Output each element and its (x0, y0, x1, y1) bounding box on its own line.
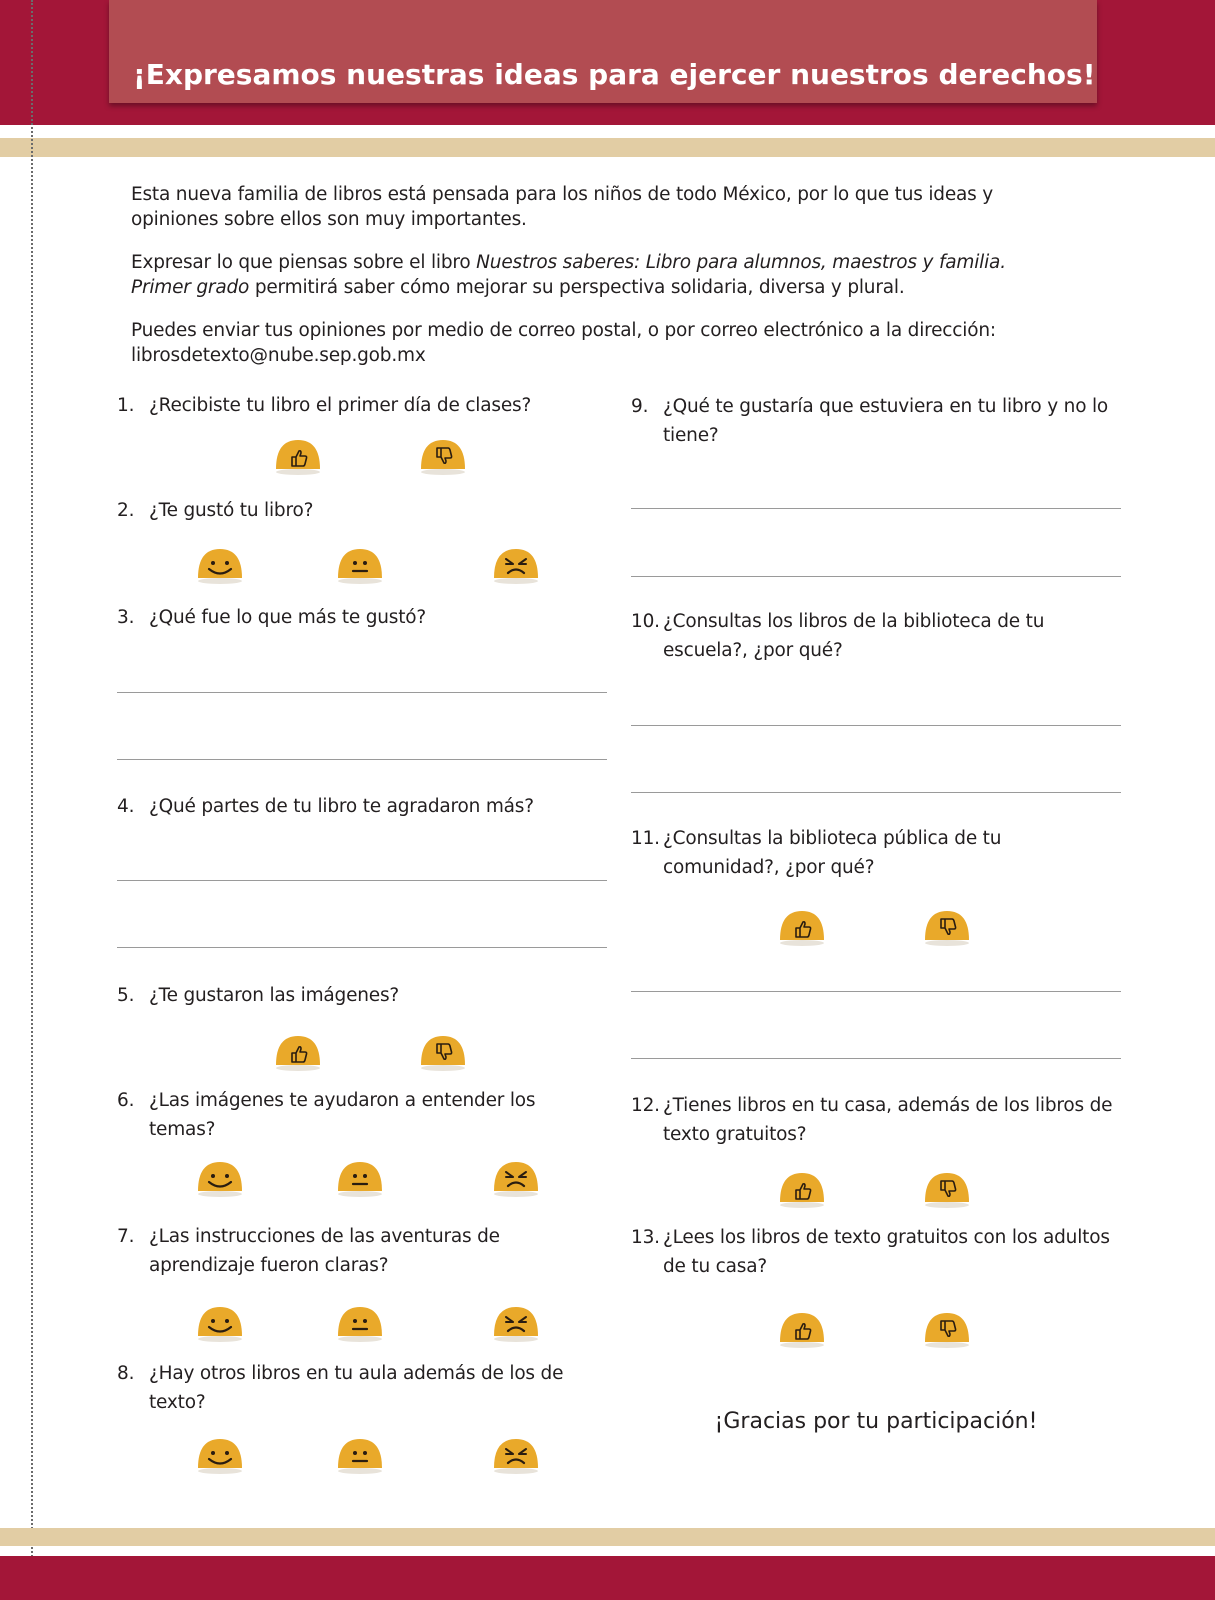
answer-line[interactable] (631, 576, 1121, 577)
answer-line[interactable] (631, 508, 1121, 509)
question-number: 10. (631, 611, 660, 632)
question-text: ¿Consultas la biblioteca pública de tu comunidad?, ¿por qué? (663, 828, 1002, 878)
question-number: 1. (117, 395, 135, 416)
question-number: 12. (631, 1095, 660, 1116)
question-text: ¿Las instrucciones de las aventuras de aprendizaje fueron claras? (149, 1226, 500, 1276)
answer-line[interactable] (117, 692, 607, 693)
happy-face-icon[interactable] (194, 1303, 246, 1343)
book-title: Nuestros saberes: Libro para alumnos, maestros y familia. Primer grado (131, 252, 1006, 298)
question-number: 13. (631, 1227, 660, 1248)
happy-face-icon[interactable] (194, 1435, 246, 1475)
question-text: ¿Qué partes de tu libro te agradaron más? (149, 796, 534, 817)
intro-p2-end: permitirá saber cómo mejorar su perspectiva solidaria, diversa y plural. (249, 277, 905, 298)
thumbs-down-face-icon[interactable] (921, 907, 973, 947)
happy-face-icon[interactable] (194, 545, 246, 585)
question-number: 4. (117, 796, 135, 817)
top-stripe (0, 138, 1215, 157)
thumbs-down-face-icon[interactable] (417, 1032, 469, 1072)
angry-face-icon[interactable] (490, 1435, 542, 1475)
thumbs-down-face-icon[interactable] (417, 436, 469, 476)
question-text: ¿Qué fue lo que más te gustó? (149, 607, 427, 628)
question-number: 9. (631, 396, 649, 417)
answer-line[interactable] (117, 880, 607, 881)
thumbs-up-face-icon[interactable] (776, 1309, 828, 1349)
neutral-face-icon[interactable] (334, 1303, 386, 1343)
neutral-face-icon[interactable] (334, 1158, 386, 1198)
question-text: ¿Hay otros libros en tu aula además de los de texto? (149, 1363, 564, 1413)
question-number: 7. (117, 1226, 135, 1247)
title-box (109, 0, 1097, 103)
answer-line[interactable] (631, 725, 1121, 726)
thanks-message: ¡Gracias por tu participación! (714, 1409, 1038, 1434)
answer-line[interactable] (631, 792, 1121, 793)
question-text: ¿Tienes libros en tu casa, además de los libros de texto gratuitos? (663, 1095, 1113, 1145)
thumbs-up-face-icon[interactable] (272, 1032, 324, 1072)
question-number: 5. (117, 985, 135, 1006)
angry-face-icon[interactable] (490, 545, 542, 585)
intro-p2-start: Expresar lo que piensas sobre el libro (131, 252, 477, 273)
neutral-face-icon[interactable] (334, 545, 386, 585)
question-text: ¿Las imágenes te ayudaron a entender los temas? (149, 1090, 536, 1140)
intro-paragraph-2 (131, 250, 1061, 300)
question-number: 6. (117, 1090, 135, 1111)
answer-line[interactable] (631, 1058, 1121, 1059)
question-text: ¿Qué te gustaría que estuviera en tu libro y no lo tiene? (663, 396, 1109, 446)
intro-paragraph-1: Esta nueva familia de libros está pensada para los niños de todo México, por lo que tus ideas y opiniones sobre ellos son muy importantes. (131, 184, 994, 230)
question-number: 2. (117, 500, 135, 521)
page-title: ¡Expresamos nuestras ideas para ejercer nuestros derechos! (133, 58, 1096, 91)
thumbs-up-face-icon[interactable] (776, 1169, 828, 1209)
question-text: ¿Te gustó tu libro? (149, 500, 314, 521)
angry-face-icon[interactable] (490, 1303, 542, 1343)
answer-line[interactable] (631, 991, 1121, 992)
question-number: 3. (117, 607, 135, 628)
question-number: 11. (631, 828, 660, 849)
bottom-stripe (0, 1528, 1215, 1546)
footer-band (0, 1556, 1215, 1600)
question-text: ¿Te gustaron las imágenes? (149, 985, 400, 1006)
thumbs-down-face-icon[interactable] (921, 1309, 973, 1349)
question-number: 8. (117, 1363, 135, 1384)
thumbs-up-face-icon[interactable] (272, 436, 324, 476)
neutral-face-icon[interactable] (334, 1435, 386, 1475)
answer-line[interactable] (117, 759, 607, 760)
angry-face-icon[interactable] (490, 1158, 542, 1198)
thumbs-down-face-icon[interactable] (921, 1169, 973, 1209)
answer-line[interactable] (117, 947, 607, 948)
fold-dotted-line (31, 0, 33, 1600)
question-text: ¿Lees los libros de texto gratuitos con los adultos de tu casa? (663, 1227, 1110, 1277)
thumbs-up-face-icon[interactable] (776, 907, 828, 947)
happy-face-icon[interactable] (194, 1158, 246, 1198)
intro-paragraph-3: Puedes enviar tus opiniones por medio de correo postal, o por correo electrónico a la dirección: librosdetexto@nube.sep.gob.mx (131, 320, 996, 366)
question-text: ¿Recibiste tu libro el primer día de clases? (149, 395, 532, 416)
question-text: ¿Consultas los libros de la biblioteca de tu escuela?, ¿por qué? (663, 611, 1045, 661)
